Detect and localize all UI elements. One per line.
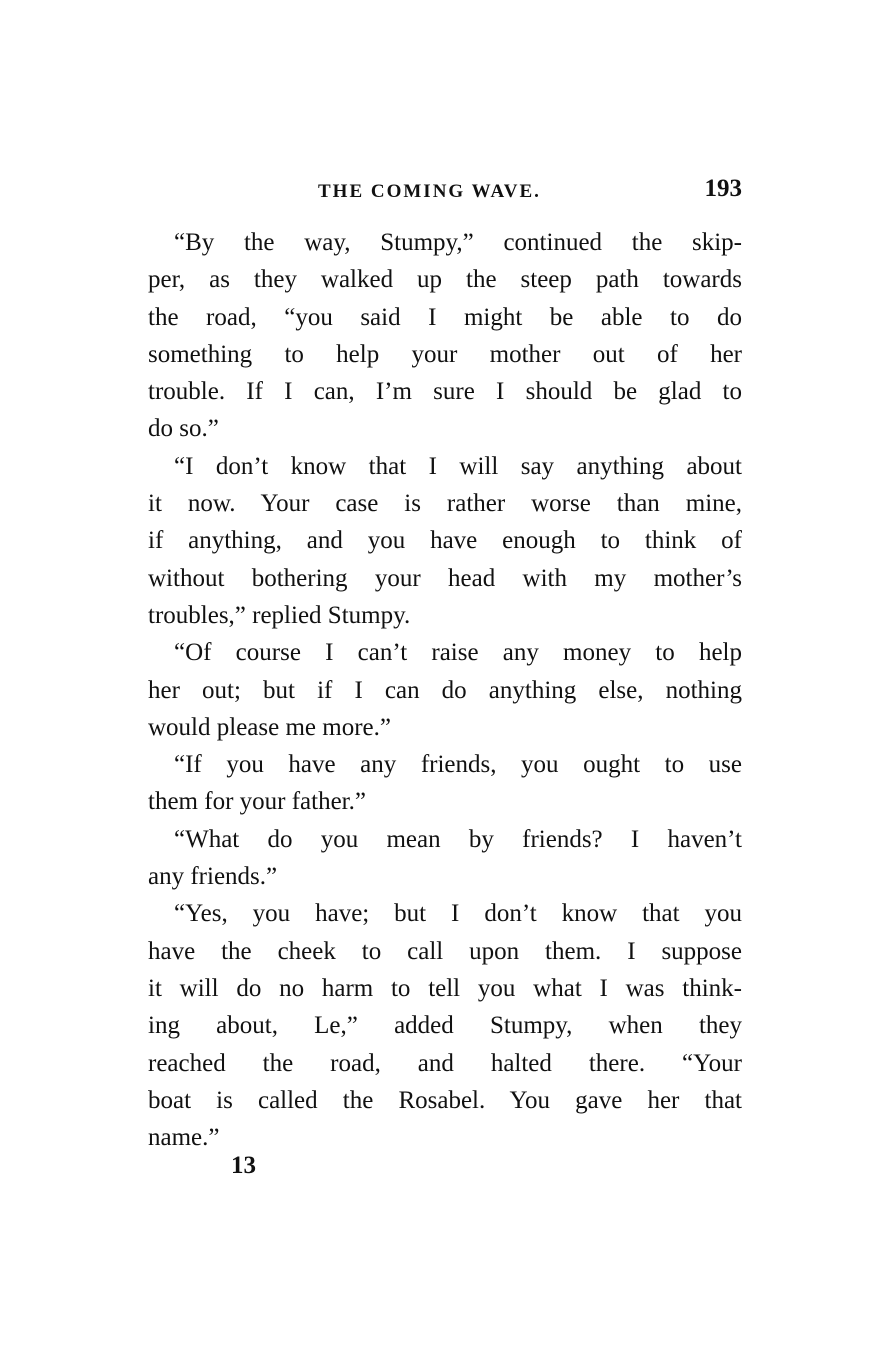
text-line: per, as they walked up the steep path towards [148, 266, 742, 294]
text-line: without bothering your head with my mother’s [148, 564, 742, 592]
text-line: the road, “you said I might be able to do [148, 303, 742, 331]
text-line: “I don’t know that I will say anything about [174, 452, 742, 480]
text-line: ing about, Le,” added Stumpy, when they [148, 1012, 742, 1040]
page-number: 193 [704, 175, 742, 202]
text-line: “By the way, Stumpy,” continued the skip- [174, 229, 742, 256]
text-line: something to help your mother out of her [148, 340, 742, 368]
text-line: reached the road, and halted there. “Your [148, 1049, 742, 1077]
text-line: any friends.” [148, 863, 278, 891]
text-line: “If you have any friends, you ought to use [174, 751, 742, 779]
text-line: “Of course I can’t raise any money to help [174, 639, 742, 667]
text-line: would please me more.” [148, 713, 391, 741]
running-title: THE COMING WAVE. [318, 181, 541, 202]
text-line: it will do no harm to tell you what I was think- [148, 974, 742, 1002]
text-line: have the cheek to call upon them. I suppose [148, 937, 742, 965]
text-line: “What do you mean by friends? I haven’t [174, 825, 742, 853]
text-line: them for your father.” [148, 788, 366, 816]
text-line: trouble. If I can, I’m sure I should be glad to [148, 378, 742, 406]
text-line: name.” [148, 1124, 220, 1152]
signature-mark: 13 [231, 1152, 256, 1179]
text-line: troubles,” replied Stumpy. [148, 601, 411, 629]
running-head [148, 173, 742, 209]
body-text [148, 226, 742, 1158]
text-line: if anything, and you have enough to think of [148, 527, 742, 555]
text-line: do so.” [148, 415, 219, 443]
text-line: her out; but if I can do anything else, nothing [148, 676, 742, 704]
text-line: boat is called the Rosabel. You gave her that [148, 1086, 742, 1114]
text-line: it now. Your case is rather worse than mine, [148, 490, 742, 518]
text-line: “Yes, you have; but I don’t know that you [174, 900, 742, 928]
